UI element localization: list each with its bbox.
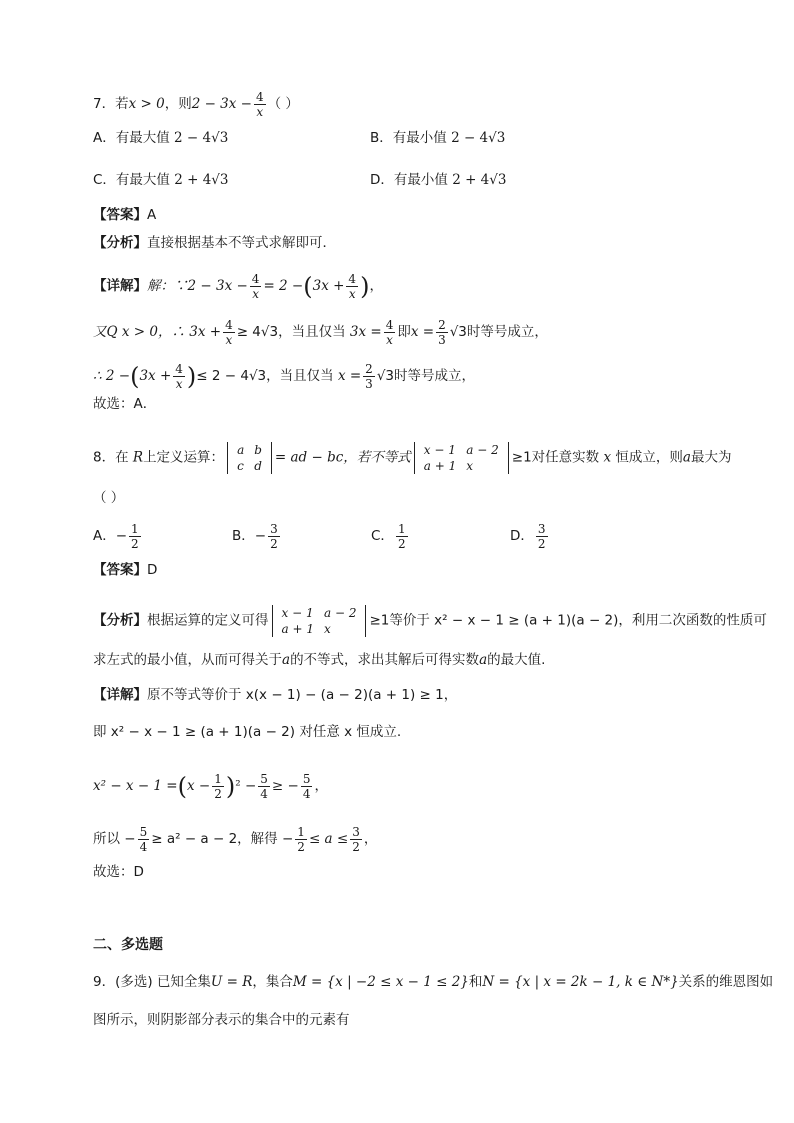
q8-analysis-2: 求左式的最小值，从而可得关于a的不等式，求出其解后可得实数a的最大值. <box>93 652 546 668</box>
q7-option-c[interactable]: C．有最大值 2 + 4√3 <box>93 172 229 188</box>
q8-paren: （ ） <box>93 490 125 506</box>
determinant: x − 1 a − 2 a + 1 x <box>414 442 509 474</box>
q7-choose: 故选：A． <box>93 396 157 412</box>
q8-detail-1: 【详解】原不等式等价于 x(x − 1) − (a − 2)(a + 1) ≥ 1， <box>93 687 458 703</box>
q7-option-b[interactable]: B．有最小值 2 − 4√3 <box>370 130 506 146</box>
q8-detail-2: 即 x² − x − 1 ≥ (a + 1)(a − 2) 对任意 x 恒成立. <box>93 724 402 740</box>
q8-stem: 8．在 R上定义运算： a b c d = ad − bc，若不等式 x − 1 a − 2 a + 1 x ≥1对任意实数 x 恒成立，则a最大为 <box>93 443 732 473</box>
q8-answer: 【答案】D <box>93 562 158 578</box>
q8-option-a[interactable]: A．− $\frac{1}{2}$ <box>93 522 139 551</box>
q7-answer: 【答案】A <box>93 207 157 223</box>
q9-stem-1: 9．(多选) 已知全集U = R，集合M = {x | −2 ≤ x − 1 ≤ 2}和N = {x | x = 2k − 1, k ∈ N*}关系的维恩图如 <box>93 974 774 990</box>
q8-option-c[interactable]: C． $\frac{1}{2}$ <box>371 522 406 551</box>
q8-analysis-1: 【分析】根据运算的定义可得 x − 1 a − 2 a + 1 x ≥1等价于 x² − x − 1 ≥ (a + 1)(a − 2)，利用二次函数的性质可 <box>93 606 767 636</box>
q7-analysis: 【分析】直接根据基本不等式求解即可． <box>93 235 336 251</box>
q8-detail-3: x² − x − 1 =(x − $\frac{1}{2}$ )² − $\frac{5}{4}$ ≥ − $\frac{5}{4}$ ， <box>93 772 328 801</box>
q8-option-d[interactable]: D． $\frac{3}{2}$ <box>510 522 546 551</box>
q9-stem-2: 图所示，则阴影部分表示的集合中的元素有 <box>93 1012 350 1028</box>
section-heading: 二、多选题 <box>93 937 163 953</box>
determinant: a b c d <box>227 442 272 474</box>
q7-detail-1: 【详解】解：∵2 − 3x − $\frac{4}{x}$ = 2 −(3x + $\frac{4}{x}$ )， <box>93 272 383 301</box>
q7-stem: 7．若x > 0，则2 − 3x − $\frac{4}{x}$ （ ） <box>93 90 299 119</box>
fraction: $\frac{4}{x}$ <box>256 90 264 119</box>
q8-choose: 故选：D <box>93 864 144 880</box>
q7-detail-2: 又Q x > 0，∴ 3x + $\frac{4}{x}$ ≥ 4√3，当且仅当 3x = $\frac{4}{x}$ 即x = $\frac{2}{3}$ √3时等号成立， <box>93 318 548 347</box>
q7-option-d[interactable]: D．有最小值 2 + 4√3 <box>370 172 507 188</box>
q7-detail-3: ∴ 2 −(3x + $\frac{4}{x}$ )≤ 2 − 4√3，当且仅当 x = $\frac{2}{3}$ √3时等号成立， <box>93 362 476 391</box>
q8-option-b[interactable]: B．− $\frac{3}{2}$ <box>232 522 278 551</box>
q7-option-a[interactable]: A．有最大值 2 − 4√3 <box>93 130 229 146</box>
q8-detail-4: 所以 − $\frac{5}{4}$ ≥ a² − a − 2，解得 − $\frac{1}{2}$ ≤ a ≤ $\frac{3}{2}$ ， <box>93 825 378 854</box>
